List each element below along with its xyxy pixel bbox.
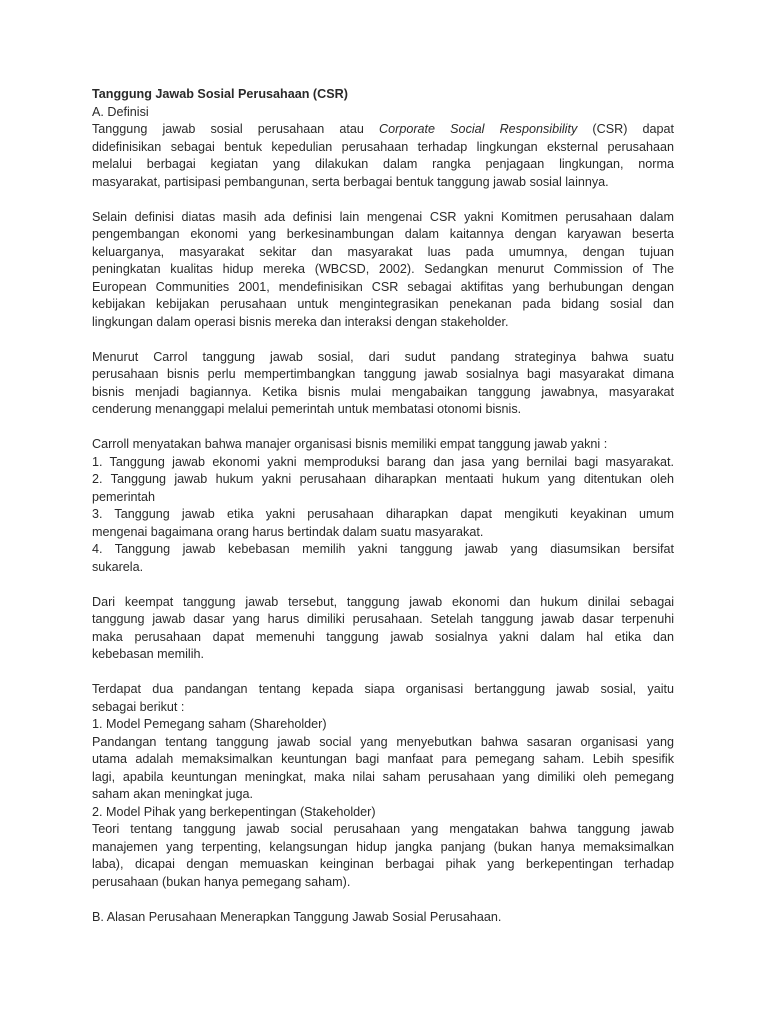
emphasis-text: Corporate Social Responsibility — [379, 122, 578, 136]
paragraph-four-responsibilities — [92, 436, 674, 576]
paragraph-line: sebagai berikut : — [92, 699, 185, 714]
paragraph-line: kebebasan memilih. — [92, 647, 205, 661]
paragraph-carrol — [92, 349, 674, 419]
paragraph-line: tanggung jawab dasar yang harus dimiliki perusahaan. Setelah tanggung jawab dasar terpenuhi — [92, 612, 674, 626]
paragraph-line: Selain definisi diatas masih ada definisi lain mengenai CSR yakni Komitmen perusahaan dalam — [92, 209, 674, 224]
paragraph-line: lagi, apabila keuntungan meningkat, maka nilai saham perusahaan yang dimiliki oleh pemegang — [92, 769, 674, 784]
paragraph-line: saham akan meningkat juga. — [92, 787, 254, 801]
paragraph-two-views — [92, 681, 674, 891]
paragraph-line: perusahaan bisnis perlu mempertimbangkan tanggung jawab sosialnya bagi masyarakat dimana — [92, 367, 674, 381]
paragraph-line: keluarganya, masyarakat sekitar dan masyarakat luas pada umumnya, dengan tujuan — [92, 244, 674, 259]
paragraph-line: masyarakat, partisipasi pembangunan, serta berbagai bentuk tanggung jawab sosial lainnya. — [92, 174, 609, 189]
paragraph-line: melalui berbagai kegiatan yang dilakukan dalam rangka penjagaan lingkungan, norma — [92, 157, 674, 171]
list-item-continuation: pemerintah — [92, 489, 156, 504]
paragraph-line: pengembangan ekonomi yang berkesinambungan dalam kaitannya dengan karyawan beserta — [92, 227, 674, 241]
document-page — [92, 86, 674, 926]
paragraph-line: Teori tentang tanggung jawab social perusahaan yang mengatakan bahwa tanggung jawab — [92, 822, 674, 836]
paragraph-line: kebijakan kebijakan perusahaan untuk mengintegrasikan penekanan pada bidang sosial dan — [92, 297, 674, 311]
paragraph-line: Tanggung jawab sosial perusahaan atau Corporate Social Responsibility (CSR) dapat — [92, 122, 675, 136]
list-item: 1. Tanggung jawab ekonomi yakni memproduksi barang dan jasa yang bernilai bagi masyarakat. — [92, 454, 674, 469]
list-item: 2. Model Pihak yang berkepentingan (Stakeholder) — [92, 804, 376, 819]
paragraph-line: Menurut Carrol tanggung jawab sosial, dari sudut pandang strateginya bahwa suatu — [92, 349, 674, 364]
paragraph-line: didefinisikan sebagai bentuk kepedulian perusahaan terhadap lingkungan eksternal perusahaan — [92, 139, 674, 154]
list-item: 4. Tanggung jawab kebebasan memilih yakni tanggung jawab yang diasumsikan bersifat — [92, 542, 674, 556]
list-item: 2. Tanggung jawab hukum yakni perusahaan diharapkan mentaati hukum yang ditentukan oleh — [92, 472, 674, 486]
list-item-continuation: sukarela. — [92, 559, 144, 574]
paragraph-line: Terdapat dua pandangan tentang kepada siapa organisasi bertanggung jawab sosial, yaitu — [92, 682, 674, 696]
document-title: Tanggung Jawab Sosial Perusahaan (CSR) — [92, 87, 348, 101]
paragraph-line: bisnis menjadi bagiannya. Ketika bisnis mulai mengabaikan tanggung jawabnya, masyarakat — [92, 384, 674, 399]
paragraph-line: laba), dicapai dengan memuaskan keinginan berbagai pihak yang berkepentingan terhadap — [92, 857, 674, 871]
paragraph-line: peningkatan kualitas hidup mereka (WBCSD, 2002). Sedangkan menurut Commission of The — [92, 262, 674, 276]
paragraph-line: Carroll menyatakan bahwa manajer organisasi bisnis memiliki empat tanggung jawab yakni : — [92, 437, 608, 451]
paragraph-line: manajemen yang terpenting, kelangsungan hidup jangka panjang (bukan hanya memaksimalkan — [92, 839, 674, 854]
paragraph-line: cenderung menanggapi melalui pemerintah untuk membatasi otonomi bisnis. — [92, 402, 522, 416]
paragraph-other-definitions — [92, 209, 674, 332]
paragraph-line: Dari keempat tanggung jawab tersebut, tanggung jawab ekonomi dan hukum dinilai sebagai — [92, 594, 674, 609]
paragraph-line: Pandangan tentang tanggung jawab social yang menyebutkan bahwa sasaran organisasi yang — [92, 734, 674, 749]
list-item: 3. Tanggung jawab etika yakni perusahaan diharapkan dapat mengikuti keyakinan umum — [92, 507, 674, 521]
paragraph-line: European Communities 2001, mendefinisikan CSR sebagai aktifitas yang berhubungan dengan — [92, 279, 674, 294]
paragraph-definition — [92, 121, 674, 191]
paragraph-basic-responsibilities — [92, 594, 674, 664]
list-item: 1. Model Pemegang saham (Shareholder) — [92, 717, 327, 731]
paragraph-line: perusahaan (bukan hanya pemegang saham). — [92, 874, 351, 889]
section-b-heading: B. Alasan Perusahaan Menerapkan Tanggung Jawab Sosial Perusahaan. — [92, 909, 502, 924]
paragraph-line: utama adalah memaksimalkan keuntungan bagi manfaat para pemegang saham. Lebih spesifik — [92, 752, 674, 766]
paragraph-line: lingkungan dalam operasi bisnis mereka dan interaksi dengan stakeholder. — [92, 314, 509, 329]
section-a-heading: A. Definisi — [92, 104, 149, 119]
list-item-continuation: mengenai bagaimana orang harus bertindak dalam suatu masyarakat. — [92, 524, 484, 539]
paragraph-line: maka perusahaan dapat memenuhi tanggung jawab sosialnya yakni dalam hal etika dan — [92, 629, 674, 644]
